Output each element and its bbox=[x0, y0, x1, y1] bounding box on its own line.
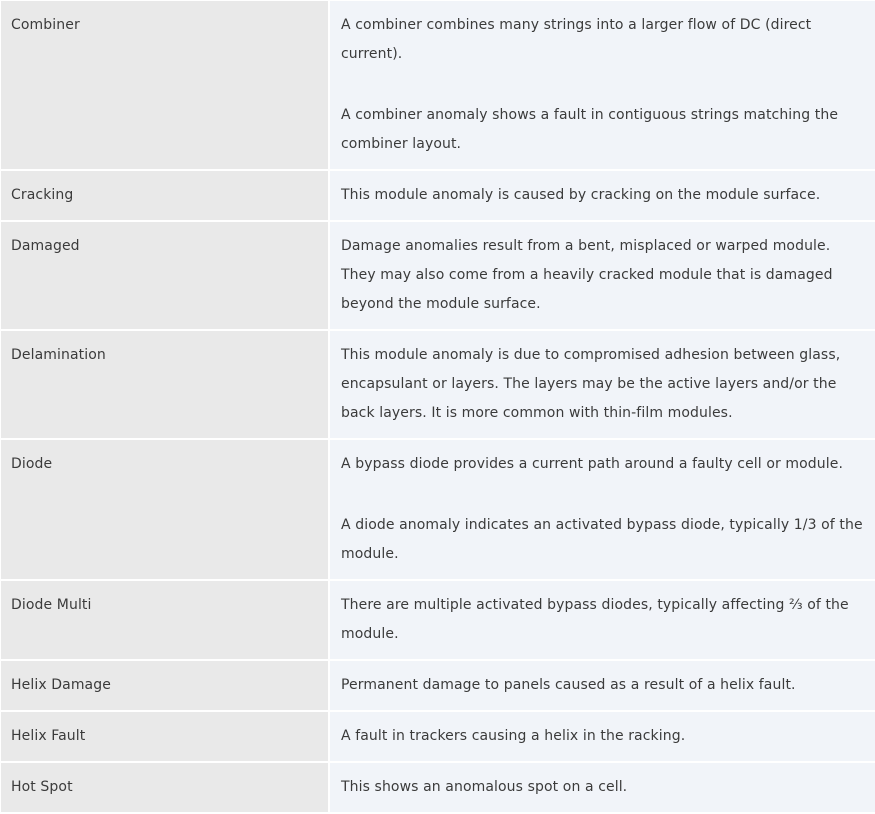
term-cell: Hot Spot bbox=[1, 763, 328, 812]
definition-paragraph: This module anomaly is caused by cracking on the module surface. bbox=[341, 187, 821, 203]
definition-paragraph: A fault in trackers causing a helix in the racking. bbox=[341, 728, 686, 744]
definition-paragraph: Permanent damage to panels caused as a result of a helix fault. bbox=[341, 677, 796, 693]
definition-cell bbox=[330, 661, 875, 710]
term-cell: Diode Multi bbox=[1, 581, 328, 659]
definition-paragraph: A diode anomaly indicates an activated bypass diode, typically 1/3 of the module. bbox=[341, 517, 863, 562]
definition-paragraph: This shows an anomalous spot on a cell. bbox=[341, 779, 628, 795]
term-cell: Delamination bbox=[1, 331, 328, 438]
table-row-hot-spot bbox=[1, 763, 875, 812]
definition-paragraph: This module anomaly is due to compromised adhesion between glass, encapsulant or layers. The layers may be the active layers and/or the back layers. It is more common with thin-film modules. bbox=[341, 347, 841, 421]
table-row-diode bbox=[1, 440, 875, 579]
definition-cell bbox=[330, 222, 875, 329]
term-cell: Helix Damage bbox=[1, 661, 328, 710]
definition-cell bbox=[330, 581, 875, 659]
term-cell: Cracking bbox=[1, 171, 328, 220]
term-cell: Combiner bbox=[1, 1, 328, 169]
definition-paragraph: There are multiple activated bypass diodes, typically affecting ⅔ of the module. bbox=[341, 597, 849, 642]
table-row-delamination bbox=[1, 331, 875, 438]
table-row-damaged bbox=[1, 222, 875, 329]
definition-paragraph: Damage anomalies result from a bent, misplaced or warped module. They may also come from a heavily cracked module that is damaged beyond the module surface. bbox=[341, 238, 833, 312]
term-cell: Diode bbox=[1, 440, 328, 579]
definition-paragraph: A combiner combines many strings into a larger flow of DC (direct current). bbox=[341, 17, 812, 62]
term-cell: Damaged bbox=[1, 222, 328, 329]
definition-paragraph: A combiner anomaly shows a fault in contiguous strings matching the combiner layout. bbox=[341, 107, 839, 152]
definition-cell bbox=[330, 763, 875, 812]
definition-cell bbox=[330, 331, 875, 438]
term-cell: Helix Fault bbox=[1, 712, 328, 761]
definition-cell bbox=[330, 440, 875, 579]
table-row-helix-damage bbox=[1, 661, 875, 710]
definition-cell bbox=[330, 171, 875, 220]
table-row-combiner bbox=[1, 1, 875, 169]
table-row-cracking bbox=[1, 171, 875, 220]
table-row-diode-multi bbox=[1, 581, 875, 659]
definition-paragraph: A bypass diode provides a current path around a faulty cell or module. bbox=[341, 456, 844, 472]
table-row-helix-fault bbox=[1, 712, 875, 761]
definition-cell bbox=[330, 712, 875, 761]
definition-cell bbox=[330, 1, 875, 169]
